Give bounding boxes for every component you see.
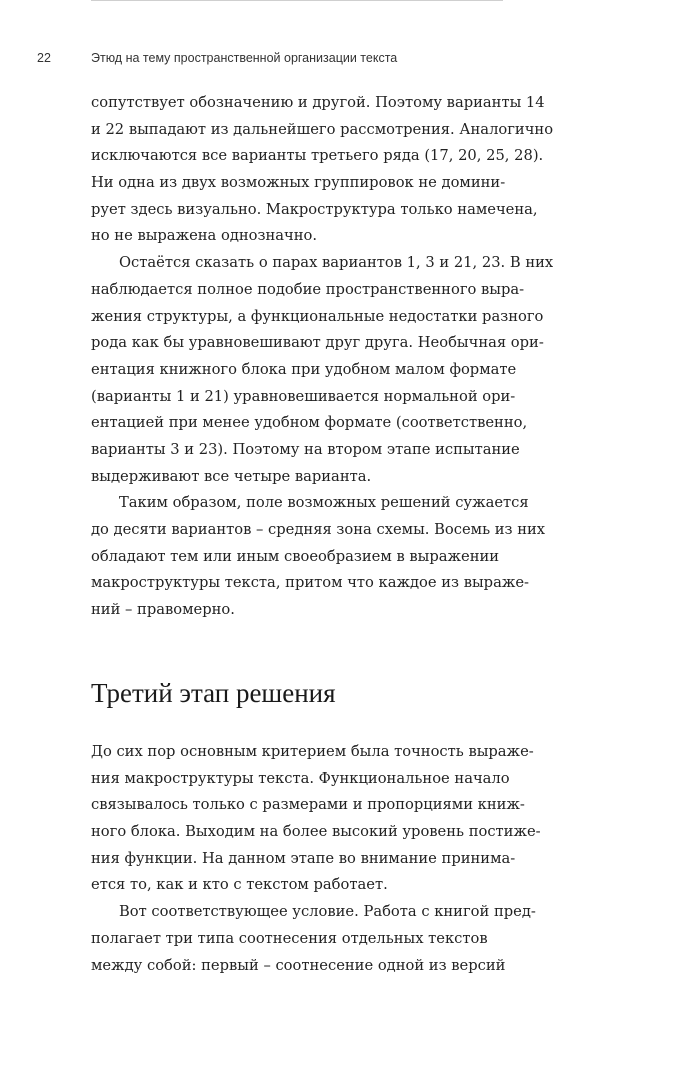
text-line: макроструктуры текста, притом что каждое из выраже- [91, 574, 529, 592]
running-head [0, 50, 700, 70]
text-line: (варианты 1 и 21) уравновешивается нормальной ори- [91, 387, 516, 405]
text-line: Ни одна из двух возможных группировок не домини- [91, 174, 506, 192]
body-text-top [91, 90, 556, 624]
paragraph [91, 490, 556, 623]
text-line: рует здесь визуально. Макроструктура только намечена, [91, 200, 538, 218]
text-line: жения структуры, а функциональные недостатки разного [91, 307, 544, 325]
text-line: Таким образом, поле возможных решений сужается [119, 494, 529, 512]
text-line: но не выражена однозначно. [91, 227, 318, 245]
text-line: Вот соответствующее условие. Работа с книгой пред- [119, 903, 536, 921]
text-line: до десяти вариантов – средняя зона схемы. Восемь из них [91, 521, 546, 538]
text-line: До сих пор основным критерием была точность выраже- [91, 743, 534, 760]
text-line: ния функции. На данном этапе во внимание принима- [91, 849, 516, 867]
text-line: и 22 выпадают из дальнейшего рассмотрения. Аналогично [91, 120, 554, 138]
text-line: наблюдается полное подобие пространственного выра- [91, 280, 525, 298]
text-line: исключаются все варианты третьего ряда (17, 20, 25, 28). [91, 147, 544, 165]
text-line: выдерживают все четыре варианта. [91, 467, 372, 485]
text-line: ется то, как и кто с текстом работает. [91, 876, 388, 894]
page-number: 22 [37, 51, 51, 65]
text-line: сопутствует обозначению и другой. Поэтому варианты 14 [91, 94, 545, 111]
section-heading: Третий этап решения [91, 678, 336, 708]
running-title: Этюд на тему пространственной организации текста [91, 51, 398, 65]
top-rule [91, 0, 503, 1]
paragraph [91, 739, 556, 899]
text-line: обладают тем или иным своеобразием в выражении [91, 547, 500, 565]
text-line: полагает три типа соотнесения отдельных текстов [91, 929, 488, 947]
text-line: ентация книжного блока при удобном малом формате [91, 360, 517, 378]
text-line: ния макроструктуры текста. Функциональное начало [91, 769, 510, 787]
paragraph [91, 250, 556, 490]
text-line: Остаётся сказать о парах вариантов 1, 3 и 21, 23. В них [119, 254, 554, 272]
text-line: ного блока. Выходим на более высокий уровень постиже- [91, 823, 541, 841]
text-line: рода как бы уравновешивают друг друга. Необычная ори- [91, 334, 544, 352]
text-line: связывалось только с размерами и пропорциями книж- [91, 796, 525, 814]
body-text-bottom [91, 739, 556, 979]
text-line: между собой: первый – соотнесение одной из версий [91, 956, 506, 974]
text-line: ентацией при менее удобном формате (соответственно, [91, 414, 528, 432]
paragraph [91, 899, 556, 979]
text-line: ний – правомерно. [91, 601, 235, 619]
text-line: варианты 3 и 23). Поэтому на втором этапе испытание [91, 440, 520, 458]
paragraph [91, 90, 556, 250]
